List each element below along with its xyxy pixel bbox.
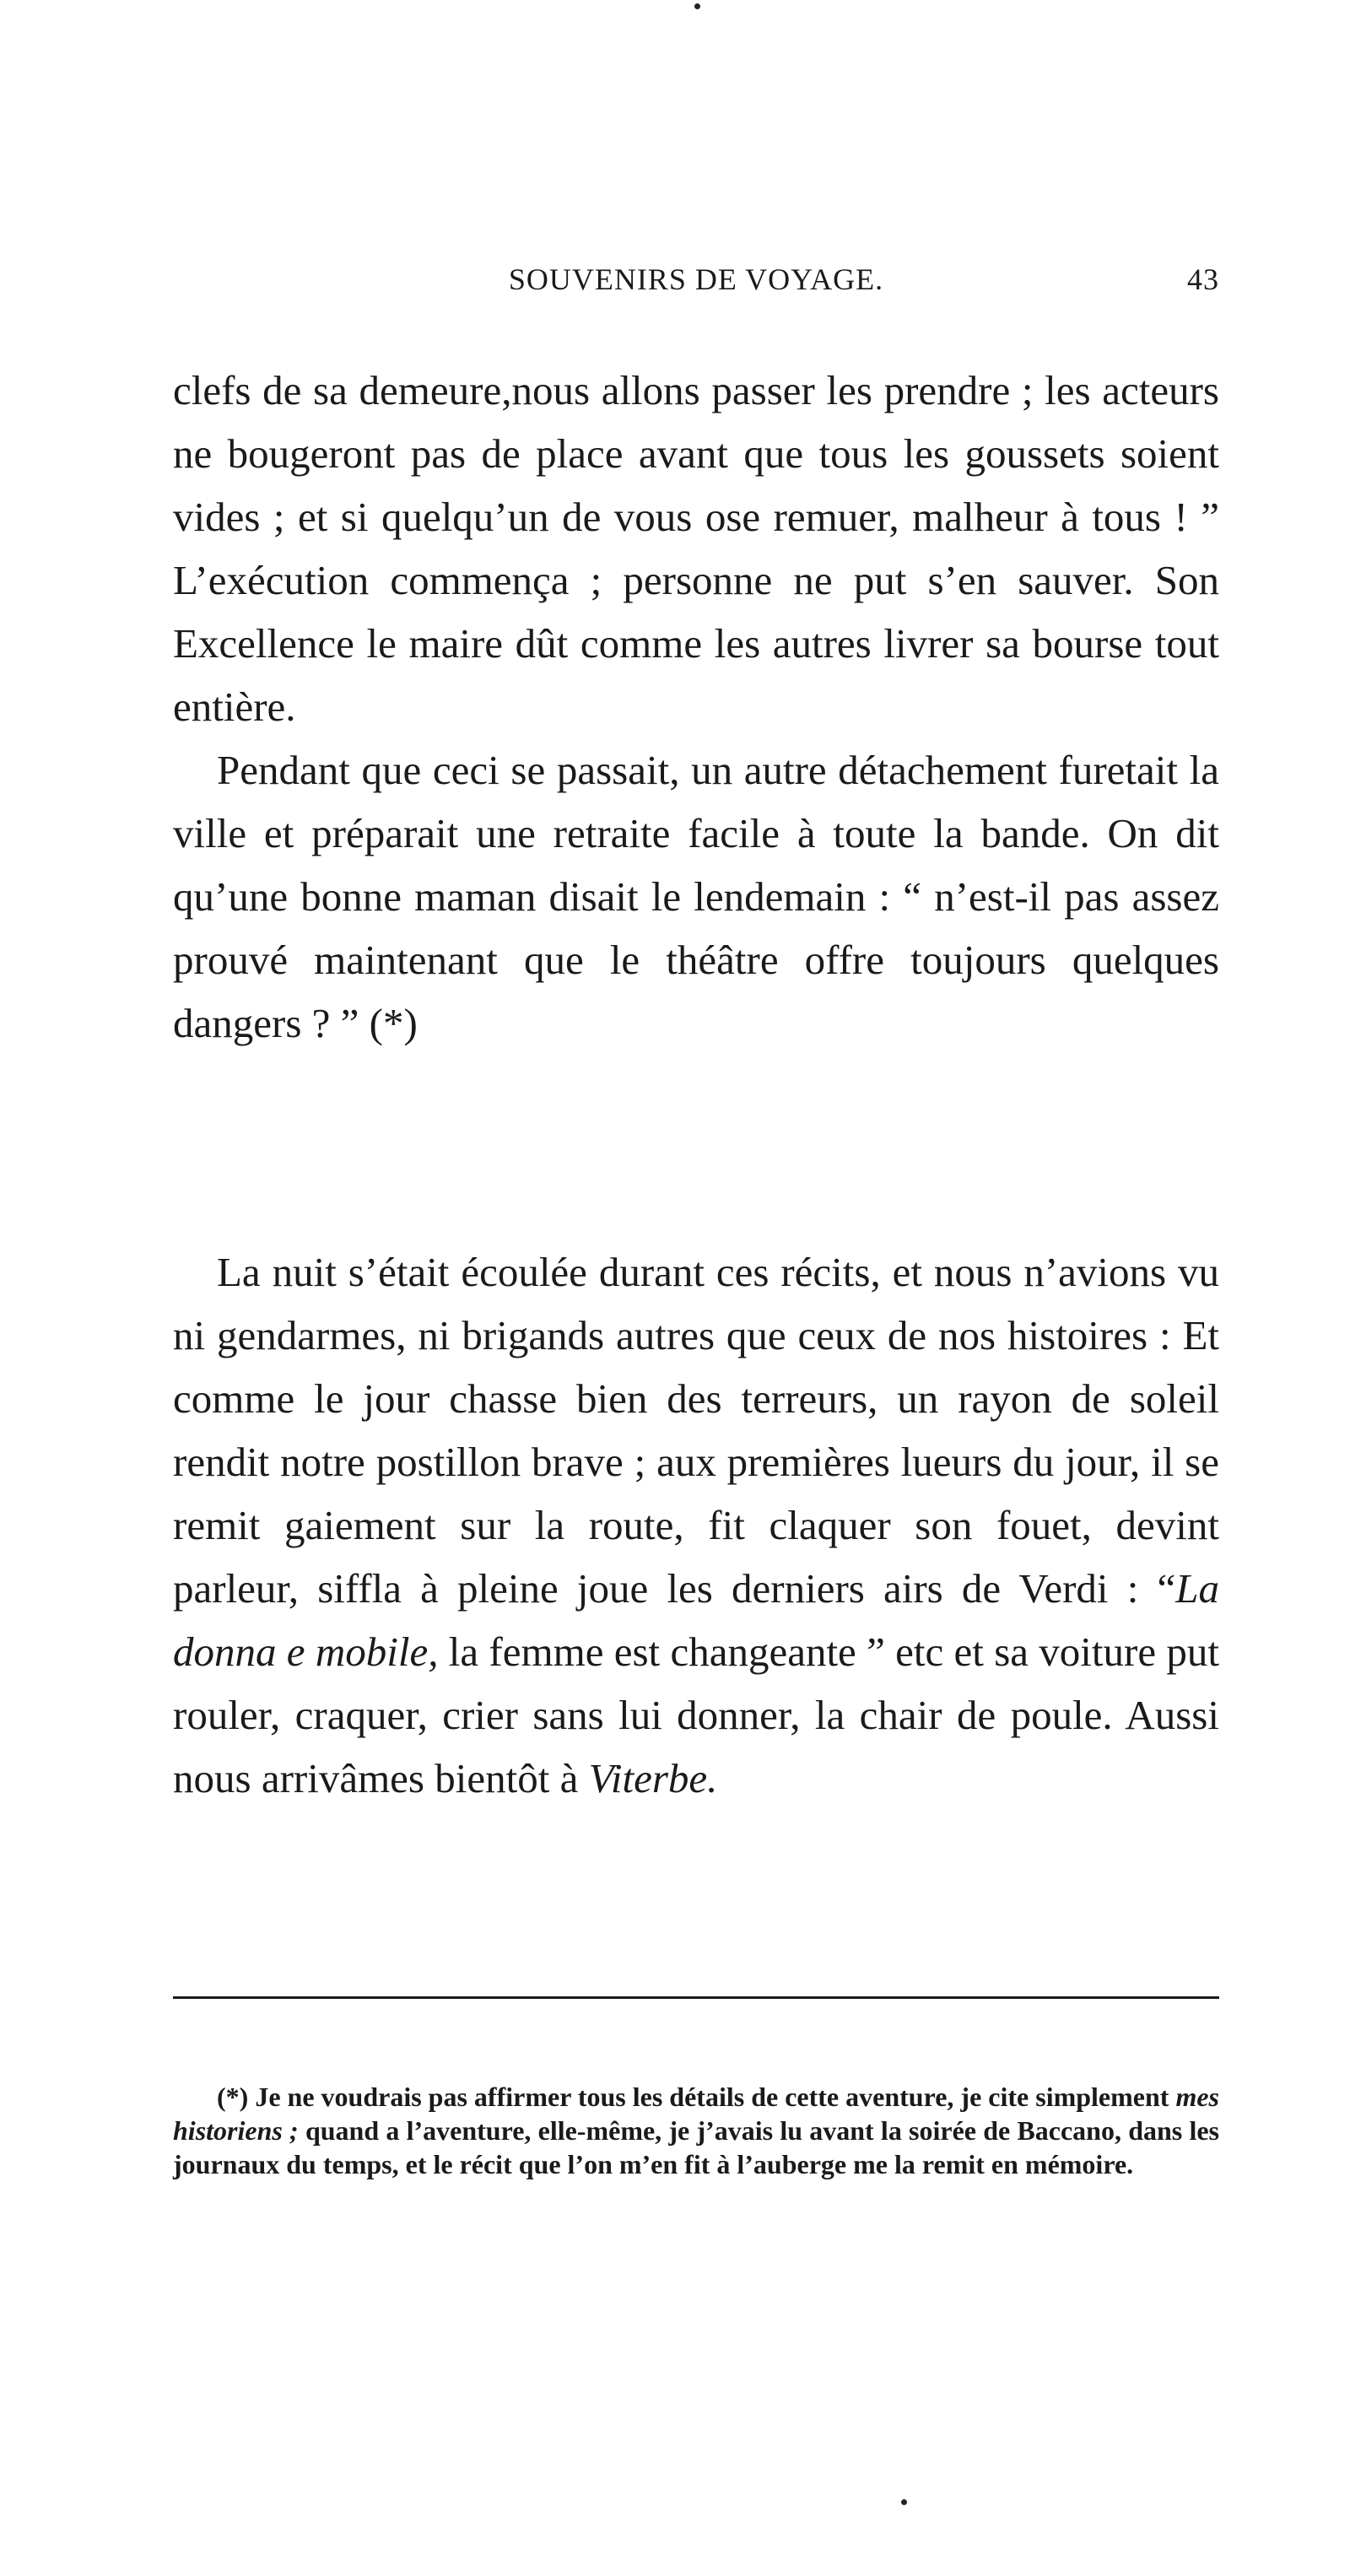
- scan-speck: [694, 3, 700, 9]
- scan-speck: [901, 2499, 907, 2505]
- paragraph-3-text-a: La nuit s’était écoulée durant ces récits, et nous n’avions vu ni gendarmes, ni brigands autres que ceux de nos histoires : Et comme le jour chasse bien des terreurs, un rayon de soleil rendit notre postillon brave ; aux premières lueurs du jour, il se remit gaiement sur la route, fit claquer son fouet, devint parleur, siffla à pleine joue les derniers airs de Verdi : “: [173, 1249, 1219, 1612]
- footnote-text-a: Je ne voudrais pas affirmer tous les détails de cette aventure, je cite simplement: [248, 2082, 1176, 2112]
- paragraph-1: clefs de sa demeure,nous allons passer les prendre ; les acteurs ne bougeront pas de place avant que tous les goussets soient vides ; et si quelqu’un de vous ose remuer, malheur à tous ! ” L’exécution commença ; personne ne put s’en sauver. Son Excellence le maire dût comme les autres livrer sa bourse tout entière.: [173, 367, 1219, 730]
- footnote-rule: [173, 1996, 1219, 1999]
- body-text-lower: [173, 1240, 1219, 1810]
- body-text-upper: [173, 359, 1219, 1055]
- page-number: 43: [1187, 262, 1219, 296]
- footnote-text-b: quand a l’aventure, elle-même, je j’avais lu avant la soirée de Baccano, dans les journaux du temps, et le récit que l’on m’en fit à l’auberge me la remit en mémoire.: [173, 2115, 1220, 2179]
- song-title: La donna e mobile,: [173, 1565, 1219, 1675]
- footnote: [173, 2080, 1219, 2181]
- place-name: Viterbe.: [588, 1755, 718, 1801]
- footnote-marker: (*): [217, 2082, 249, 2112]
- paragraph-3: [173, 1240, 1219, 1810]
- footnote-emphasis: mes historiens ;: [173, 2082, 1219, 2146]
- paragraph-2: Pendant que ceci se passait, un autre détachement furetait la ville et préparait une retraite facile à toute la bande. On dit qu’une bonne maman disait le lendemain : “ n’est-il pas assez prouvé maintenant que le théâtre offre toujours quelques dangers ? ” (*): [173, 747, 1219, 1046]
- paragraph-3-text-b: la femme est changeante ” etc et sa voiture put rouler, craquer, crier sans lui donner, la chair de poule. Aussi nous arrivâmes bientôt à: [173, 1628, 1219, 1801]
- running-title: SOUVENIRS DE VOYAGE.: [508, 262, 884, 296]
